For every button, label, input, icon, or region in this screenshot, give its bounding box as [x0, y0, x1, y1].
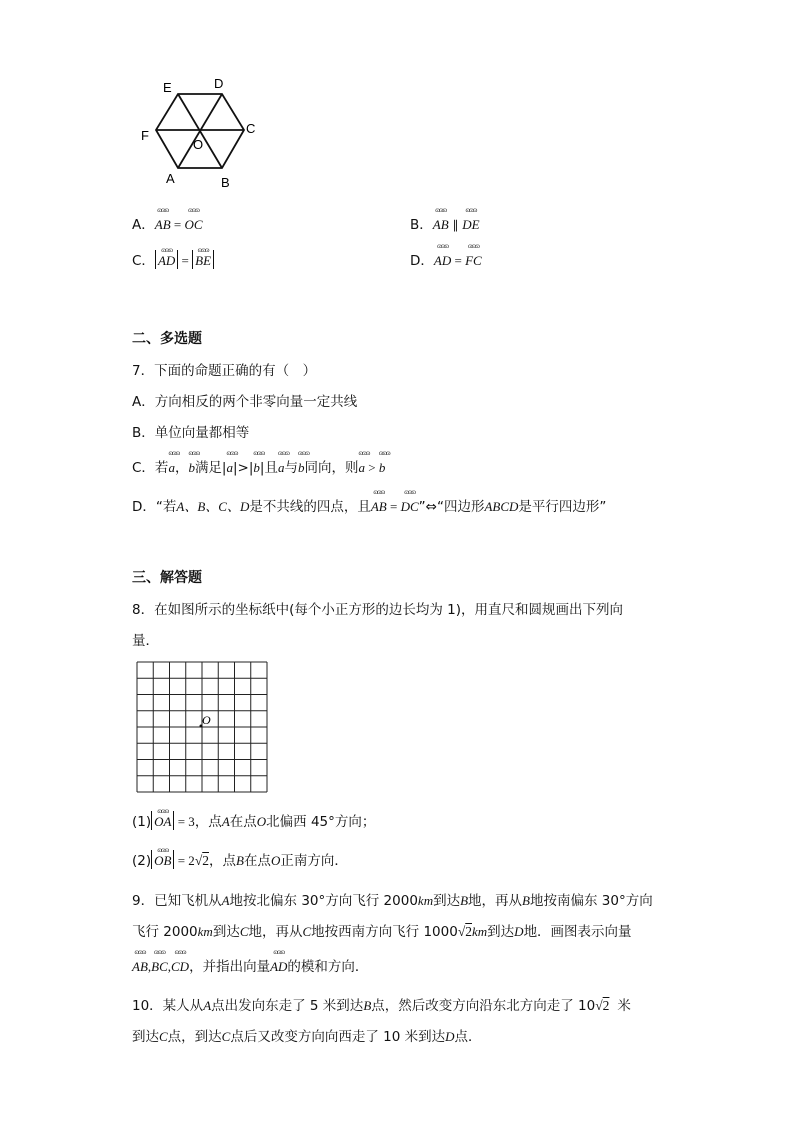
text: 点． [454, 1029, 482, 1045]
q6-option-d [410, 249, 482, 269]
value: = 3 [174, 814, 195, 829]
point-c: C [239, 924, 249, 939]
text: 到达 [212, 924, 240, 940]
equals-sign: = [170, 217, 185, 232]
sqrt-sign: √ [194, 853, 203, 868]
quad-name: ABCD [484, 499, 519, 514]
abs-be [192, 250, 214, 269]
vector-b: ɷɷɷ b [379, 457, 386, 476]
text: |>| [233, 460, 254, 476]
value: = 2 [174, 853, 195, 868]
vector-a: ɷɷɷ a [278, 457, 285, 476]
label-e: E [163, 80, 172, 95]
text: 地按南偏东 30°方向 [530, 893, 653, 909]
section-2-title: 二、多选题 [132, 331, 202, 347]
q10-line2 [132, 1025, 482, 1045]
comma: , [147, 959, 152, 974]
point-c: C [221, 1029, 231, 1044]
unit-km: km [417, 893, 434, 908]
unit-km: km [197, 924, 213, 939]
equals-sign: = [178, 253, 193, 268]
q8-line2: 量． [132, 633, 159, 649]
text: ”⇔“四边形 [418, 499, 485, 515]
abs-ad [155, 250, 178, 269]
text: 是平行四边形” [518, 499, 607, 515]
q8-line1: 8．在如图所示的坐标纸中(每个小正方形的边长均为 1)，用直尺和圆规画出下列向 [132, 602, 624, 618]
origin-label: O [202, 713, 211, 727]
vector-b: ɷɷɷ b [253, 457, 260, 476]
text: ，点 [194, 814, 222, 830]
label-o: O [193, 137, 204, 152]
text: 在点 [243, 853, 271, 869]
vector-oc: ɷɷɷ OC [184, 214, 202, 233]
sqrt-value: 2 [465, 924, 472, 939]
abs-ob [151, 850, 174, 869]
q9-line1 [132, 889, 653, 909]
point-b: B [363, 998, 372, 1013]
text: 的模和方向． [287, 959, 369, 975]
vector-b: ɷɷɷ b [298, 457, 305, 476]
point-a: A [203, 998, 212, 1013]
text: 9．已知飞机从 [132, 893, 222, 909]
text: 地．画图表示向量 [523, 924, 632, 940]
option-label: D． [410, 253, 434, 269]
section-3-title: 三、解答题 [132, 570, 202, 586]
text: |且 [259, 460, 278, 476]
point-d: D [445, 1029, 455, 1044]
point-o: O [270, 853, 281, 868]
q9-line3 [132, 955, 368, 975]
sqrt-value: 2 [602, 998, 610, 1013]
point-d: D [514, 924, 524, 939]
text: 地，再从 [468, 893, 523, 909]
vector-fc: ɷɷɷ FC [465, 250, 482, 269]
text: (2) [132, 853, 152, 869]
label-b: B [221, 175, 230, 190]
text: ，点 [208, 853, 236, 869]
text: 地按北偏东 30°方向飞行 2000 [229, 893, 418, 909]
point-b: B [522, 893, 530, 908]
q7-option-c [132, 456, 385, 476]
text: 米 [617, 998, 631, 1014]
text: (1) [132, 814, 152, 830]
vector-ad: ɷɷɷ AD [158, 250, 175, 269]
q8-part1 [132, 810, 375, 830]
vector-a: ɷɷɷ a [358, 457, 365, 476]
point-b: B [235, 853, 244, 868]
vector-ad: ɷɷɷ AD [270, 956, 287, 975]
text: 飞行 2000 [132, 924, 198, 940]
label-d: D [214, 76, 224, 91]
abs-oa [151, 811, 174, 830]
q9-line2 [132, 920, 632, 940]
text: C．若 [132, 460, 169, 476]
text: 点后又改变方向向西走了 10 米到达 [230, 1029, 446, 1045]
text: 正南方向． [280, 853, 348, 869]
q10-line1 [132, 994, 631, 1014]
text: ， [174, 460, 189, 476]
point-c: C [302, 924, 312, 939]
parallel-sign: ∥ [448, 218, 463, 232]
vector-ob: ɷɷɷ OB [154, 850, 171, 869]
equals-sign: = [386, 499, 401, 514]
vector-be: ɷɷɷ BE [195, 250, 211, 269]
option-label: B． [410, 217, 433, 233]
text: D．“若 [132, 499, 177, 515]
q8-part2 [132, 849, 348, 869]
vector-ab: ɷɷɷ AB [132, 956, 148, 975]
vector-b: ɷɷɷ b [188, 457, 195, 476]
text: ，并指出向量 [189, 959, 271, 975]
text: 地按西南方向飞行 1000 [311, 924, 458, 940]
text: 10．某人从 [132, 998, 204, 1014]
point-c: C [159, 1029, 168, 1044]
text: 点，然后改变方向沿东北方向走了 10 [371, 998, 596, 1014]
text: 到达 [433, 893, 461, 909]
label-a: A [166, 171, 175, 186]
equals-sign: = [451, 253, 466, 268]
point-o: O [256, 814, 267, 829]
text: 点出发向东走了 5 米到达 [211, 998, 364, 1014]
q6-option-a [132, 213, 203, 233]
q6-option-c [132, 249, 214, 269]
q7-option-d [132, 495, 606, 515]
unit-km: km [472, 924, 488, 939]
text: 在点 [229, 814, 257, 830]
vector-ab: ɷɷɷ AB [155, 214, 171, 233]
point-b: B [460, 893, 469, 908]
label-c: C [246, 121, 256, 136]
q7-option-a: A．方向相反的两个非零向量一定共线 [132, 394, 358, 410]
vector-ab: ɷɷɷ AB [371, 496, 387, 515]
vector-ab: ɷɷɷ AB [433, 214, 449, 233]
vector-a: ɷɷɷ a [227, 457, 234, 476]
sqrt-sign: √ [595, 998, 603, 1013]
text: 点，到达 [167, 1029, 222, 1045]
q7-stem: 7．下面的命题正确的有（ ） [132, 363, 317, 379]
point-a: A [221, 893, 230, 908]
vector-ad: ɷɷɷ AD [434, 250, 451, 269]
sqrt-sign: √ [457, 924, 466, 939]
vector-dc: ɷɷɷ DC [401, 496, 419, 515]
q6-option-b [410, 213, 480, 233]
text: 是不共线的四点，且 [249, 499, 371, 515]
text: 满足| [194, 460, 227, 476]
text: 到达 [132, 1029, 159, 1045]
option-label: A． [132, 217, 155, 233]
vector-cd: ɷɷɷ CD [171, 956, 189, 975]
text: 到达 [487, 924, 515, 940]
vector-de: ɷɷɷ DE [462, 214, 479, 233]
coordinate-grid [136, 661, 268, 793]
q7-option-b: B．单位向量都相等 [132, 425, 250, 441]
label-f: F [141, 128, 149, 143]
comma: , [167, 959, 172, 974]
option-label: C． [132, 253, 155, 269]
text: 地，再从 [248, 924, 303, 940]
text: 与 [284, 460, 298, 476]
hexagon-figure [130, 70, 270, 195]
vector-oa: ɷɷɷ OA [154, 811, 171, 830]
vector-a: ɷɷɷ a [168, 457, 175, 476]
point-a: A [221, 814, 230, 829]
text: 同向，则 [304, 460, 359, 476]
greater-than: > [364, 460, 379, 475]
vector-bc: ɷɷɷ BC [151, 956, 168, 975]
text: 北偏西 45°方向； [266, 814, 376, 830]
points: A、B、C、D [176, 499, 250, 514]
sqrt-value: 2 [202, 853, 209, 868]
